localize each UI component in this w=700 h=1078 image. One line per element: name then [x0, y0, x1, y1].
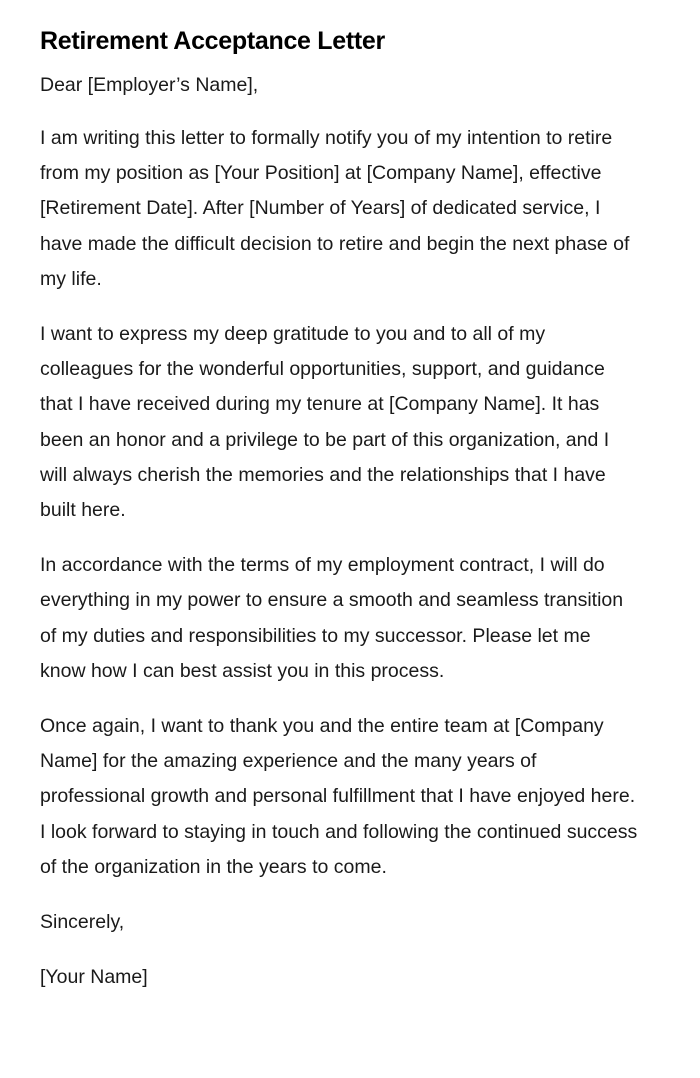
letter-paragraph-2: I want to express my deep gratitude to you and to all of my colleagues for the wonderful opportunities, support, and guidance that I have received during my tenure at [Company Name]. It has been an honor and a privilege to be part of this organization, and I will always cherish the memories and the relationships that I have built here. — [40, 323, 610, 522]
letter-paragraph-3: In accordance with the terms of my employment contract, I will do everything in my power to ensure a smooth and seamless transition of my duties and responsibilities to my successor. Please let me know how I can best assist you in this process. — [40, 554, 624, 682]
letter-paragraph-4: Once again, I want to thank you and the entire team at [Company Name] for the amazing experience and the many years of professional growth and personal fulfillment that I have enjoyed here. I look forward to staying in touch and following the continued success of the organization in the years to come. — [40, 715, 638, 878]
letter-paragraph-1: I am writing this letter to formally notify you of my intention to retire from my position as [Your Position] at [Company Name], effective [Retirement Date]. After [Number of Years] of dedicated service, I have made the difficult decision to retire and begin the next phase of my life. — [40, 127, 630, 290]
letter-closing: Sincerely, — [40, 911, 125, 934]
letter-title: Retirement Acceptance Letter — [40, 27, 385, 55]
letter-salutation: Dear [Employer’s Name], — [40, 74, 259, 96]
letter-signature: [Your Name] — [40, 966, 148, 989]
